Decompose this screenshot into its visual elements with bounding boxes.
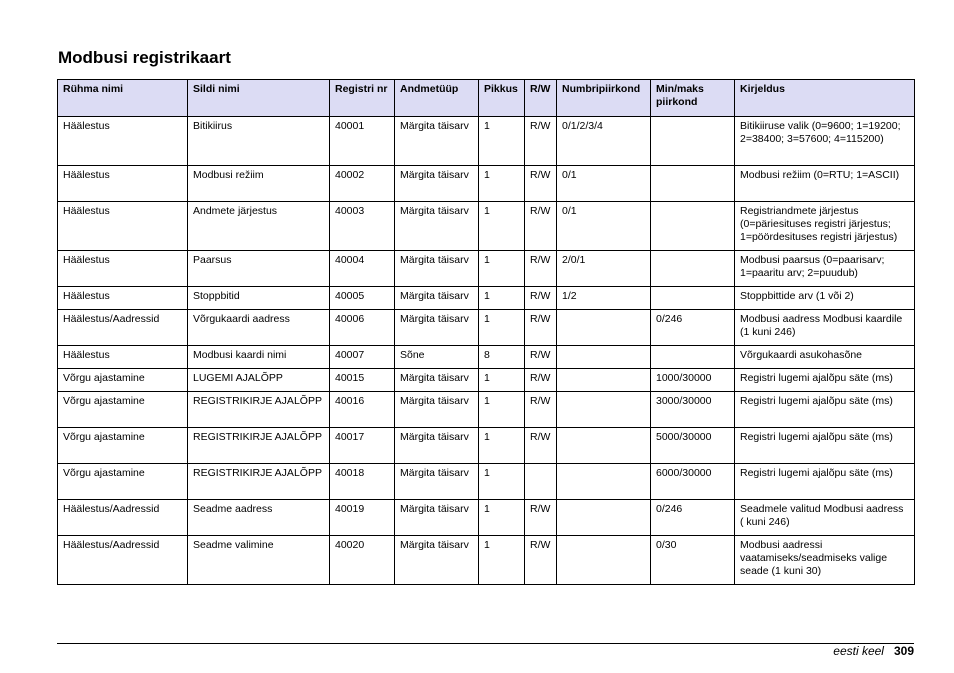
cell-discrete-range: 0/1/2/3/4 [557, 117, 651, 166]
cell-discrete-range [557, 428, 651, 464]
cell-register-number: 40016 [330, 392, 395, 428]
page-title: Modbusi registrikaart [58, 48, 231, 67]
cell-group-name: Häälestus [58, 287, 188, 310]
column-header-data-type: Andmetüüp [395, 80, 479, 117]
cell-tag-name: Andmete järjestus [188, 202, 330, 251]
cell-group-name: Võrgu ajastamine [58, 369, 188, 392]
cell-min-max-range: 0/30 [651, 536, 735, 585]
cell-min-max-range [651, 287, 735, 310]
cell-tag-name: Võrgukaardi aadress [188, 310, 330, 346]
cell-tag-name: Seadme aadress [188, 500, 330, 536]
cell-length: 1 [479, 392, 525, 428]
cell-data-type: Märgita täisarv [395, 369, 479, 392]
table-row [58, 346, 915, 369]
table-row [58, 392, 915, 428]
cell-length: 8 [479, 346, 525, 369]
cell-discrete-range [557, 346, 651, 369]
cell-read-write: R/W [525, 392, 557, 428]
table-row [58, 464, 915, 500]
cell-length: 1 [479, 369, 525, 392]
table-row [58, 428, 915, 464]
cell-read-write: R/W [525, 202, 557, 251]
cell-discrete-range [557, 392, 651, 428]
cell-discrete-range: 0/1 [557, 202, 651, 251]
cell-length: 1 [479, 117, 525, 166]
cell-group-name: Võrgu ajastamine [58, 464, 188, 500]
cell-tag-name: Stoppbitid [188, 287, 330, 310]
column-header-tag-name: Sildi nimi [188, 80, 330, 117]
cell-group-name: Häälestus/Aadressid [58, 536, 188, 585]
cell-discrete-range [557, 369, 651, 392]
column-header-read-write: R/W [525, 80, 557, 117]
cell-length: 1 [479, 166, 525, 202]
cell-min-max-range [651, 346, 735, 369]
cell-tag-name: REGISTRIKIRJE AJALÕPP [188, 428, 330, 464]
cell-read-write: R/W [525, 536, 557, 585]
cell-read-write: R/W [525, 251, 557, 287]
column-header-description: Kirjeldus [735, 80, 915, 117]
footer-language: eesti keel [833, 644, 884, 658]
cell-register-number: 40020 [330, 536, 395, 585]
cell-discrete-range [557, 464, 651, 500]
table-row [58, 202, 915, 251]
cell-length: 1 [479, 202, 525, 251]
cell-length: 1 [479, 536, 525, 585]
cell-discrete-range [557, 500, 651, 536]
cell-register-number: 40006 [330, 310, 395, 346]
cell-description: Registri lugemi ajalõpu säte (ms) [735, 428, 915, 464]
cell-min-max-range: 0/246 [651, 310, 735, 346]
modbus-register-table [57, 79, 915, 585]
cell-data-type: Märgita täisarv [395, 117, 479, 166]
column-header-group-name: Rühma nimi [58, 80, 188, 117]
table-body [58, 117, 915, 585]
cell-length: 1 [479, 428, 525, 464]
cell-register-number: 40015 [330, 369, 395, 392]
cell-data-type: Märgita täisarv [395, 536, 479, 585]
cell-length: 1 [479, 464, 525, 500]
cell-min-max-range [651, 117, 735, 166]
cell-group-name: Häälestus [58, 202, 188, 251]
cell-min-max-range [651, 251, 735, 287]
cell-description: Modbusi aadressi vaatamiseks/seadmiseks valige seade (1 kuni 30) [735, 536, 915, 585]
cell-description: Registri lugemi ajalõpu säte (ms) [735, 392, 915, 428]
cell-description: Registriandmete järjestus (0=päriesituses registri järjestus; 1=pöördesituses registri järjestus) [735, 202, 915, 251]
cell-group-name: Häälestus [58, 346, 188, 369]
table-header-row [58, 80, 915, 117]
cell-read-write: R/W [525, 117, 557, 166]
cell-register-number: 40019 [330, 500, 395, 536]
cell-min-max-range [651, 202, 735, 251]
cell-min-max-range: 0/246 [651, 500, 735, 536]
cell-group-name: Häälestus [58, 166, 188, 202]
cell-group-name: Võrgu ajastamine [58, 428, 188, 464]
cell-data-type: Märgita täisarv [395, 287, 479, 310]
column-header-discrete-range: Numbripiirkond [557, 80, 651, 117]
table-row [58, 310, 915, 346]
column-header-length: Pikkus [479, 80, 525, 117]
cell-description: Modbusi paarsus (0=paarisarv; 1=paaritu arv; 2=puudub) [735, 251, 915, 287]
cell-read-write: R/W [525, 500, 557, 536]
cell-group-name: Häälestus [58, 117, 188, 166]
cell-group-name: Häälestus [58, 251, 188, 287]
cell-register-number: 40005 [330, 287, 395, 310]
cell-length: 1 [479, 287, 525, 310]
cell-register-number: 40007 [330, 346, 395, 369]
page-number: 309 [893, 644, 914, 658]
cell-register-number: 40003 [330, 202, 395, 251]
cell-tag-name: Paarsus [188, 251, 330, 287]
table-row [58, 536, 915, 585]
cell-data-type: Märgita täisarv [395, 251, 479, 287]
cell-tag-name: Seadme valimine [188, 536, 330, 585]
cell-tag-name: Bitikiirus [188, 117, 330, 166]
cell-min-max-range: 5000/30000 [651, 428, 735, 464]
table-row [58, 369, 915, 392]
column-header-min-max-range: Min/maks piirkond [651, 80, 735, 117]
column-header-register-number: Registri nr [330, 80, 395, 117]
cell-read-write: R/W [525, 310, 557, 346]
cell-description: Võrgukaardi asukohasõne [735, 346, 915, 369]
cell-description: Registri lugemi ajalõpu säte (ms) [735, 464, 915, 500]
cell-min-max-range [651, 166, 735, 202]
cell-group-name: Häälestus/Aadressid [58, 310, 188, 346]
cell-read-write [525, 464, 557, 500]
footer-divider [57, 643, 914, 644]
table-row [58, 117, 915, 166]
cell-data-type: Märgita täisarv [395, 464, 479, 500]
cell-data-type: Märgita täisarv [395, 310, 479, 346]
page-footer [833, 644, 914, 658]
cell-discrete-range: 0/1 [557, 166, 651, 202]
cell-register-number: 40018 [330, 464, 395, 500]
cell-length: 1 [479, 310, 525, 346]
cell-description: Registri lugemi ajalõpu säte (ms) [735, 369, 915, 392]
cell-register-number: 40004 [330, 251, 395, 287]
cell-description: Modbusi aadress Modbusi kaardile (1 kuni 246) [735, 310, 915, 346]
cell-read-write: R/W [525, 166, 557, 202]
cell-description: Modbusi režiim (0=RTU; 1=ASCII) [735, 166, 915, 202]
cell-data-type: Sõne [395, 346, 479, 369]
cell-description: Seadmele valitud Modbusi aadress ( kuni 246) [735, 500, 915, 536]
cell-discrete-range [557, 536, 651, 585]
cell-min-max-range: 1000/30000 [651, 369, 735, 392]
cell-description: Bitikiiruse valik (0=9600; 1=19200; 2=38400; 3=57600; 4=115200) [735, 117, 915, 166]
cell-group-name: Võrgu ajastamine [58, 392, 188, 428]
cell-register-number: 40002 [330, 166, 395, 202]
cell-data-type: Märgita täisarv [395, 166, 479, 202]
table-row [58, 287, 915, 310]
table-row [58, 500, 915, 536]
cell-min-max-range: 3000/30000 [651, 392, 735, 428]
cell-discrete-range: 1/2 [557, 287, 651, 310]
cell-data-type: Märgita täisarv [395, 428, 479, 464]
cell-length: 1 [479, 500, 525, 536]
cell-tag-name: LUGEMI AJALÕPP [188, 369, 330, 392]
cell-group-name: Häälestus/Aadressid [58, 500, 188, 536]
cell-length: 1 [479, 251, 525, 287]
cell-register-number: 40017 [330, 428, 395, 464]
cell-register-number: 40001 [330, 117, 395, 166]
cell-tag-name: Modbusi kaardi nimi [188, 346, 330, 369]
cell-description: Stoppbittide arv (1 või 2) [735, 287, 915, 310]
cell-discrete-range: 2/0/1 [557, 251, 651, 287]
cell-data-type: Märgita täisarv [395, 500, 479, 536]
cell-read-write: R/W [525, 428, 557, 464]
table-row [58, 166, 915, 202]
cell-tag-name: REGISTRIKIRJE AJALÕPP [188, 392, 330, 428]
cell-data-type: Märgita täisarv [395, 392, 479, 428]
cell-read-write: R/W [525, 287, 557, 310]
cell-read-write: R/W [525, 346, 557, 369]
cell-data-type: Märgita täisarv [395, 202, 479, 251]
cell-tag-name: REGISTRIKIRJE AJALÕPP [188, 464, 330, 500]
cell-min-max-range: 6000/30000 [651, 464, 735, 500]
cell-discrete-range [557, 310, 651, 346]
cell-read-write: R/W [525, 369, 557, 392]
table-row [58, 251, 915, 287]
cell-tag-name: Modbusi režiim [188, 166, 330, 202]
